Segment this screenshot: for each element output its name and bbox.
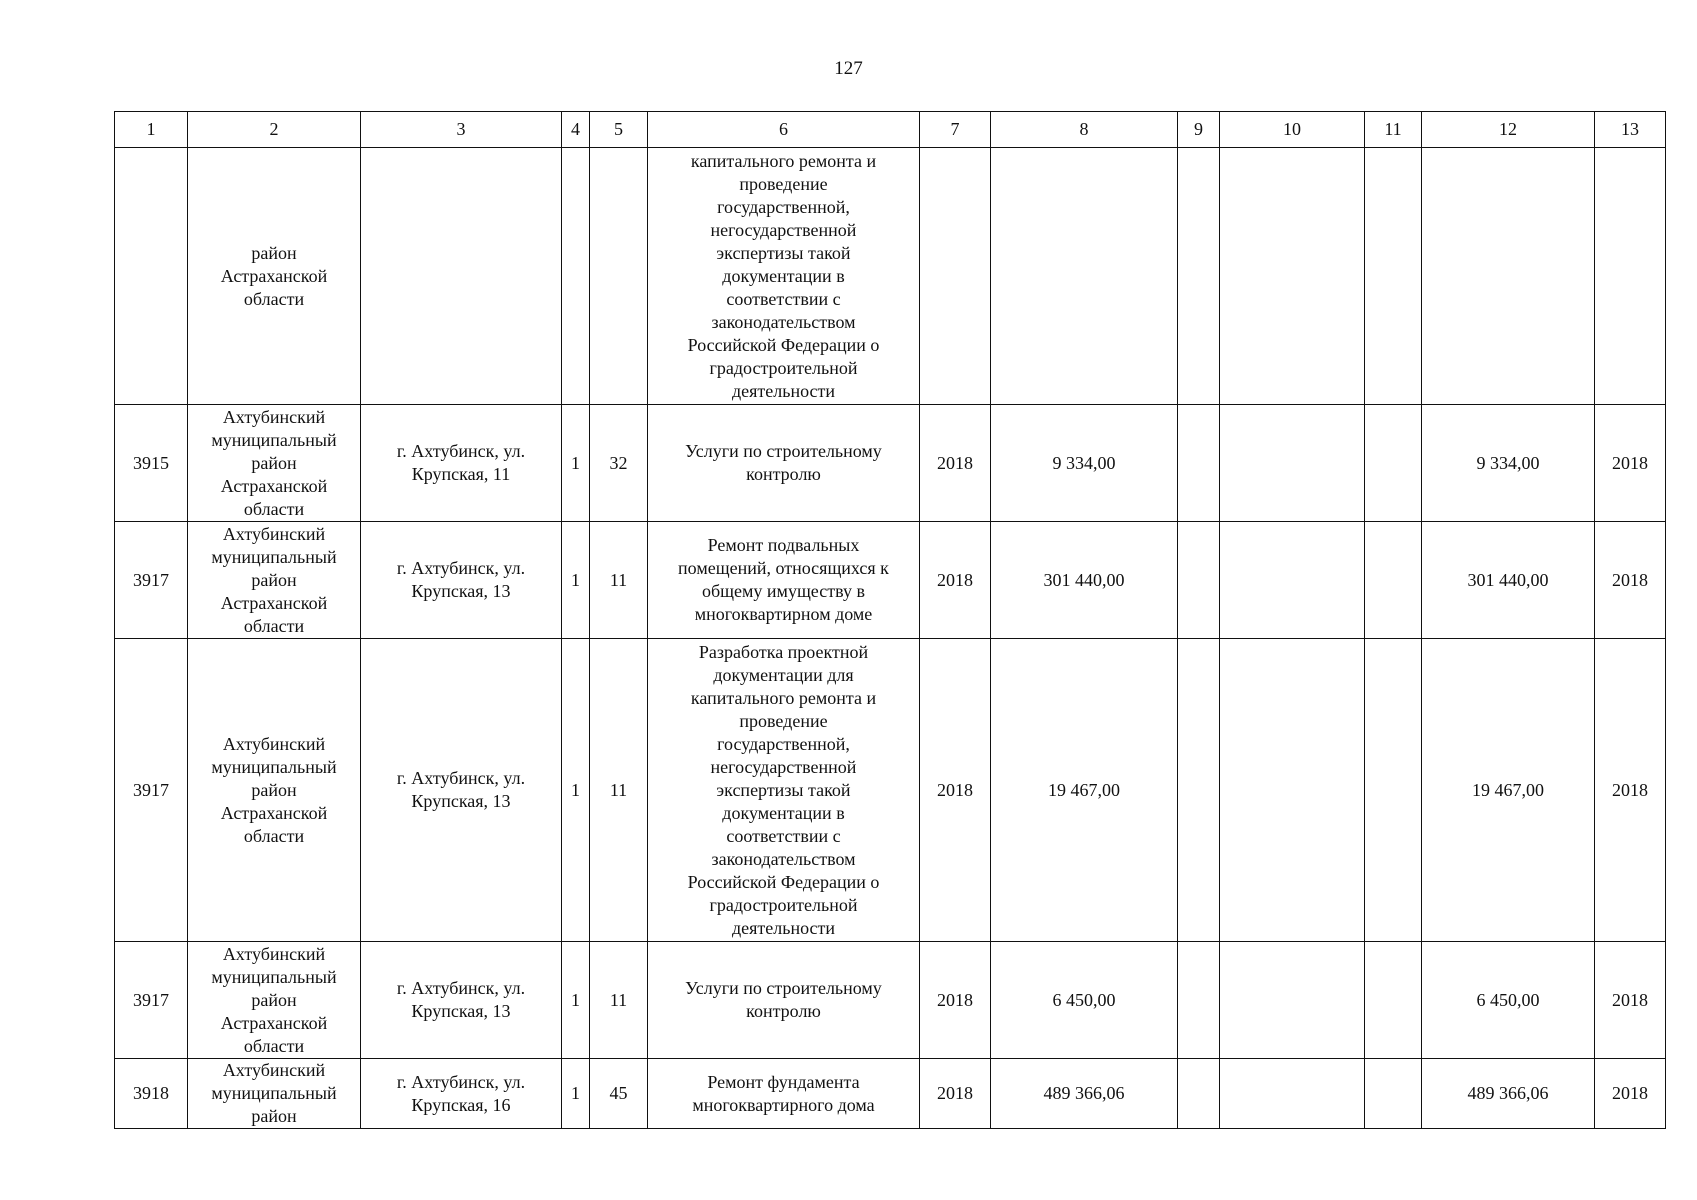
cell-cost: 301 440,00 — [991, 522, 1178, 639]
cell-col11 — [1365, 405, 1422, 522]
cell-col9 — [1178, 522, 1220, 639]
cell-year-end: 2018 — [1595, 405, 1666, 522]
cell-address: г. Ахтубинск, ул. Крупская, 13 — [361, 522, 562, 639]
cell-work-description: Разработка проектной документации для капитального ремонта и проведение государственной, негосударственной экспертизы такой документации в соответствии с законодательством Российской Федерации о градостроительной деятельности — [648, 639, 920, 942]
cell-year — [920, 148, 991, 405]
cell-record-number: 3917 — [115, 522, 188, 639]
cell-cost: 489 366,06 — [991, 1059, 1178, 1129]
cell-record-number: 3915 — [115, 405, 188, 522]
column-header: 8 — [991, 112, 1178, 148]
cell-col11 — [1365, 522, 1422, 639]
cell-col10 — [1220, 405, 1365, 522]
cell-address — [361, 148, 562, 405]
column-header: 11 — [1365, 112, 1422, 148]
cell-work-description: капитального ремонта и проведение государственной, негосударственной экспертизы такой документации в соответствии с законодательством Российской Федерации о градостроительной деятельности — [648, 148, 920, 405]
cell-col10 — [1220, 942, 1365, 1059]
table-header-row — [115, 112, 1666, 148]
cell-year-end: 2018 — [1595, 639, 1666, 942]
column-header: 12 — [1422, 112, 1595, 148]
page-number: 127 — [834, 58, 863, 79]
table-row — [115, 148, 1666, 405]
cell-municipality: Ахтубинский муниципальный район Астраханской области — [188, 522, 361, 639]
cell-year: 2018 — [920, 942, 991, 1059]
cell-col10 — [1220, 148, 1365, 405]
column-header: 9 — [1178, 112, 1220, 148]
table-row — [115, 942, 1666, 1059]
table-row — [115, 639, 1666, 942]
cell-year-end: 2018 — [1595, 522, 1666, 639]
cell-col5: 11 — [590, 522, 648, 639]
repair-plan-table — [114, 111, 1666, 1129]
cell-col10 — [1220, 639, 1365, 942]
cell-cost: 19 467,00 — [991, 639, 1178, 942]
cell-work-description: Услуги по строительному контролю — [648, 405, 920, 522]
cell-col10 — [1220, 522, 1365, 639]
cell-year-end: 2018 — [1595, 942, 1666, 1059]
cell-col5: 45 — [590, 1059, 648, 1129]
cell-work-description: Ремонт фундамента многоквартирного дома — [648, 1059, 920, 1129]
cell-work-description: Услуги по строительному контролю — [648, 942, 920, 1059]
column-header: 3 — [361, 112, 562, 148]
column-header: 4 — [562, 112, 590, 148]
cell-address: г. Ахтубинск, ул. Крупская, 13 — [361, 942, 562, 1059]
cell-cost: 9 334,00 — [991, 405, 1178, 522]
column-header: 5 — [590, 112, 648, 148]
cell-municipality: Ахтубинский муниципальный район Астраханской области — [188, 639, 361, 942]
cell-col4: 1 — [562, 639, 590, 942]
cell-col4: 1 — [562, 405, 590, 522]
table-row — [115, 405, 1666, 522]
cell-col4: 1 — [562, 1059, 590, 1129]
cell-cost-total: 6 450,00 — [1422, 942, 1595, 1059]
cell-col11 — [1365, 639, 1422, 942]
column-header: 2 — [188, 112, 361, 148]
table-row — [115, 522, 1666, 639]
cell-year-end: 2018 — [1595, 1059, 1666, 1129]
cell-col11 — [1365, 1059, 1422, 1129]
cell-cost — [991, 148, 1178, 405]
cell-record-number: 3917 — [115, 639, 188, 942]
cell-municipality: Ахтубинский муниципальный район — [188, 1059, 361, 1129]
cell-col9 — [1178, 1059, 1220, 1129]
cell-col4: 1 — [562, 942, 590, 1059]
cell-col11 — [1365, 148, 1422, 405]
cell-cost-total: 19 467,00 — [1422, 639, 1595, 942]
cell-col11 — [1365, 942, 1422, 1059]
cell-record-number: 3917 — [115, 942, 188, 1059]
cell-address: г. Ахтубинск, ул. Крупская, 13 — [361, 639, 562, 942]
cell-col10 — [1220, 1059, 1365, 1129]
cell-year: 2018 — [920, 405, 991, 522]
table-row — [115, 1059, 1666, 1129]
cell-year: 2018 — [920, 522, 991, 639]
cell-municipality: Ахтубинский муниципальный район Астраханской области — [188, 405, 361, 522]
column-header: 6 — [648, 112, 920, 148]
cell-work-description: Ремонт подвальных помещений, относящихся к общему имуществу в многоквартирном доме — [648, 522, 920, 639]
cell-record-number: 3918 — [115, 1059, 188, 1129]
cell-col5: 11 — [590, 639, 648, 942]
cell-col4 — [562, 148, 590, 405]
cell-address: г. Ахтубинск, ул. Крупская, 11 — [361, 405, 562, 522]
cell-record-number — [115, 148, 188, 405]
cell-col5: 11 — [590, 942, 648, 1059]
cell-col5 — [590, 148, 648, 405]
cell-year-end — [1595, 148, 1666, 405]
cell-cost-total: 489 366,06 — [1422, 1059, 1595, 1129]
cell-year: 2018 — [920, 1059, 991, 1129]
cell-cost-total: 9 334,00 — [1422, 405, 1595, 522]
cell-municipality: район Астраханской области — [188, 148, 361, 405]
column-header: 1 — [115, 112, 188, 148]
cell-col9 — [1178, 639, 1220, 942]
cell-cost: 6 450,00 — [991, 942, 1178, 1059]
cell-col4: 1 — [562, 522, 590, 639]
cell-col9 — [1178, 405, 1220, 522]
cell-col9 — [1178, 148, 1220, 405]
column-header: 13 — [1595, 112, 1666, 148]
column-header: 7 — [920, 112, 991, 148]
column-header: 10 — [1220, 112, 1365, 148]
cell-year: 2018 — [920, 639, 991, 942]
cell-col5: 32 — [590, 405, 648, 522]
cell-address: г. Ахтубинск, ул. Крупская, 16 — [361, 1059, 562, 1129]
cell-municipality: Ахтубинский муниципальный район Астраханской области — [188, 942, 361, 1059]
cell-col9 — [1178, 942, 1220, 1059]
cell-cost-total: 301 440,00 — [1422, 522, 1595, 639]
cell-cost-total — [1422, 148, 1595, 405]
